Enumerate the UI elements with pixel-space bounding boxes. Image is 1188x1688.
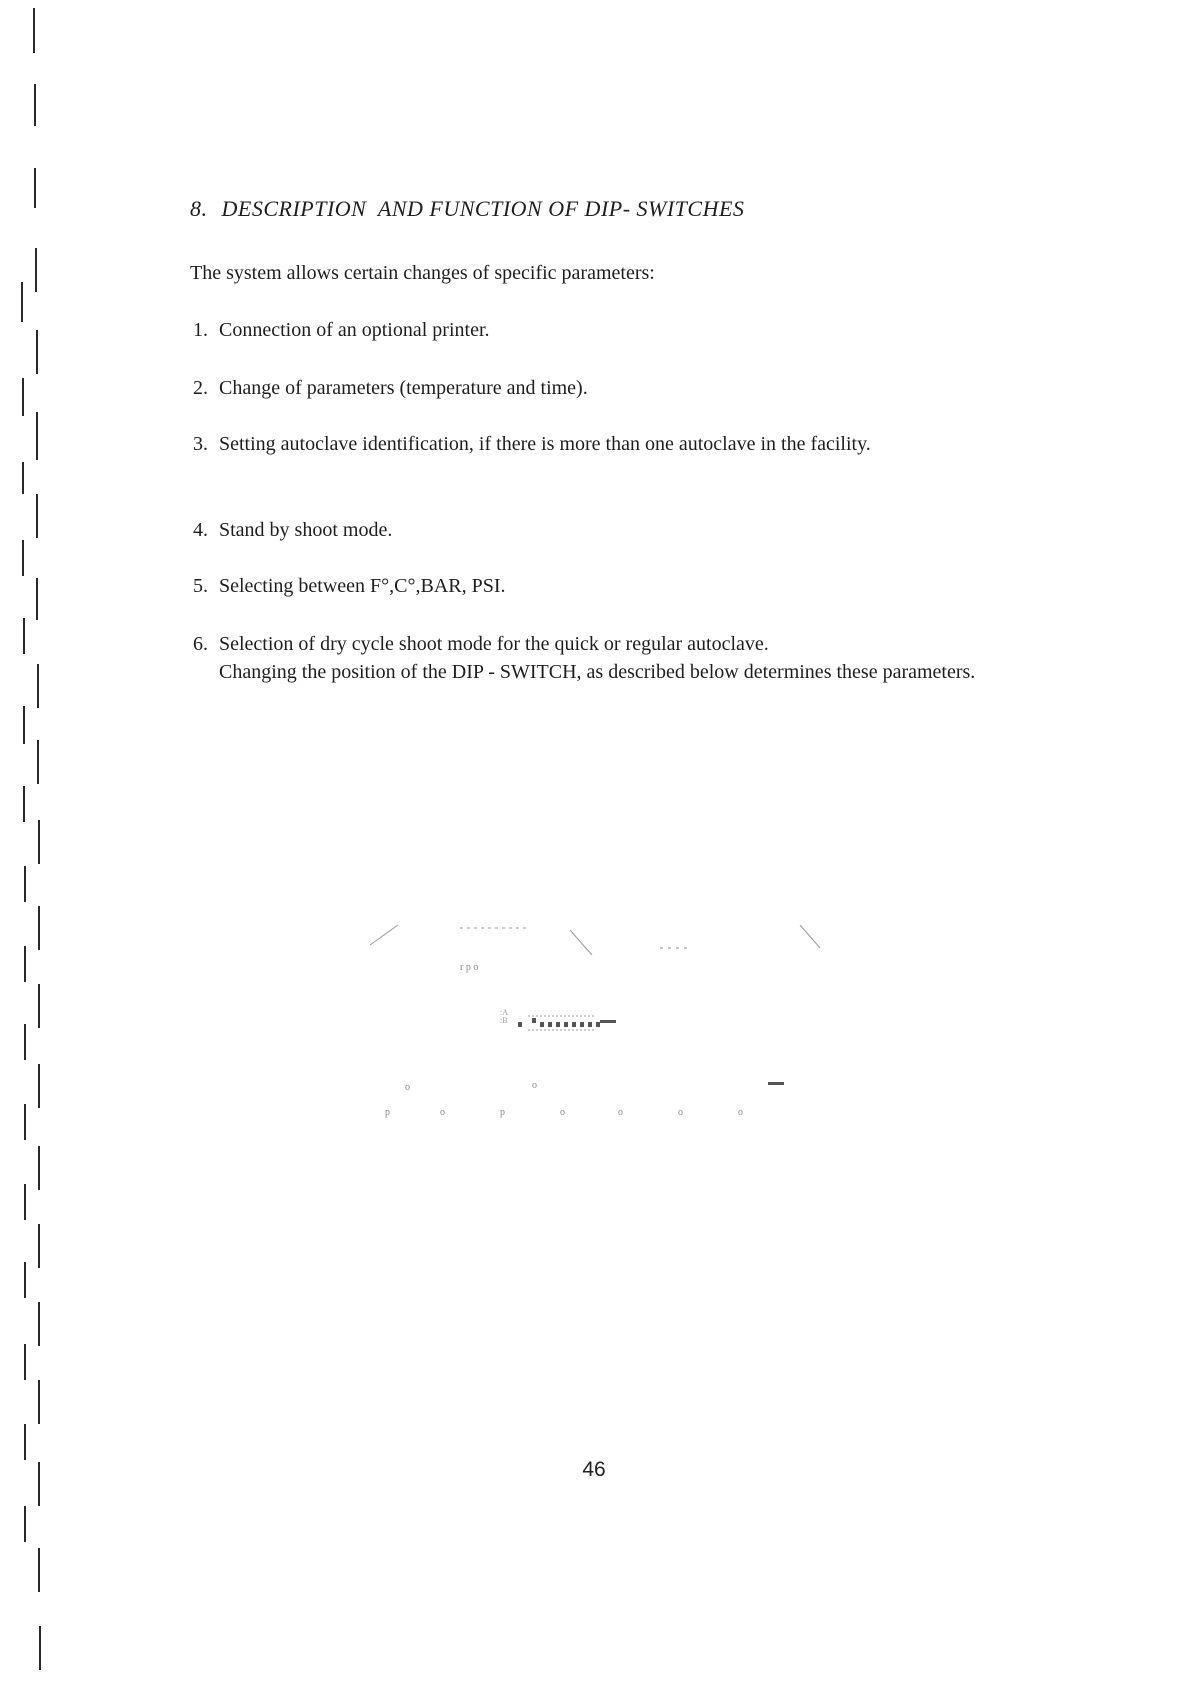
list-item	[193, 516, 392, 544]
list-item	[193, 572, 506, 600]
section-heading	[190, 196, 744, 222]
list-item-text: Connection of an optional printer.	[219, 319, 490, 341]
list-item-text: Setting autoclave identification, if there is more than one autoclave in the facility.	[219, 433, 871, 455]
list-item-text: Change of parameters (temperature and time).	[219, 377, 588, 399]
list-item-text: Selecting between F°,C°,BAR, PSI.	[219, 575, 506, 597]
svg-text:o: o	[405, 1082, 410, 1093]
intro-text: The system allows certain changes of specific parameters:	[190, 262, 655, 284]
svg-text::B: :B	[500, 1016, 508, 1025]
section-title: DESCRIPTION AND FUNCTION OF DIP- SWITCHES	[221, 196, 745, 221]
list-item-continuation: Changing the position of the DIP - SWITCH, as described below determines these parameters.	[219, 661, 976, 683]
svg-text:o: o	[738, 1107, 743, 1118]
svg-text::A: :A	[500, 1008, 508, 1017]
section-number: 8.	[190, 196, 208, 221]
list-item	[193, 430, 1053, 458]
list-item-number: 4.	[193, 519, 208, 541]
list-item-number: 1.	[193, 319, 208, 341]
svg-text:o: o	[532, 1080, 537, 1091]
list-item-text: Stand by shoot mode.	[219, 519, 393, 541]
list-item-number: 2.	[193, 377, 208, 399]
list-item	[193, 316, 490, 344]
svg-text:o: o	[440, 1107, 445, 1118]
svg-text:o: o	[678, 1107, 683, 1118]
list-item-number: 5.	[193, 575, 208, 597]
svg-text:p: p	[385, 1107, 390, 1118]
svg-text:o: o	[560, 1107, 565, 1118]
svg-text:r p o: r p o	[460, 962, 479, 973]
list-item-number: 6.	[193, 633, 208, 655]
list-item-number: 3.	[193, 433, 208, 455]
list-item	[193, 374, 588, 402]
svg-text:p: p	[500, 1107, 505, 1118]
list-item	[193, 630, 1053, 686]
svg-text:o: o	[618, 1107, 623, 1118]
list-item-text: Selection of dry cycle shoot mode for the quick or regular autoclave.	[219, 633, 769, 655]
page-number: 46	[582, 1458, 606, 1481]
dip-switch-figure	[360, 910, 890, 1160]
